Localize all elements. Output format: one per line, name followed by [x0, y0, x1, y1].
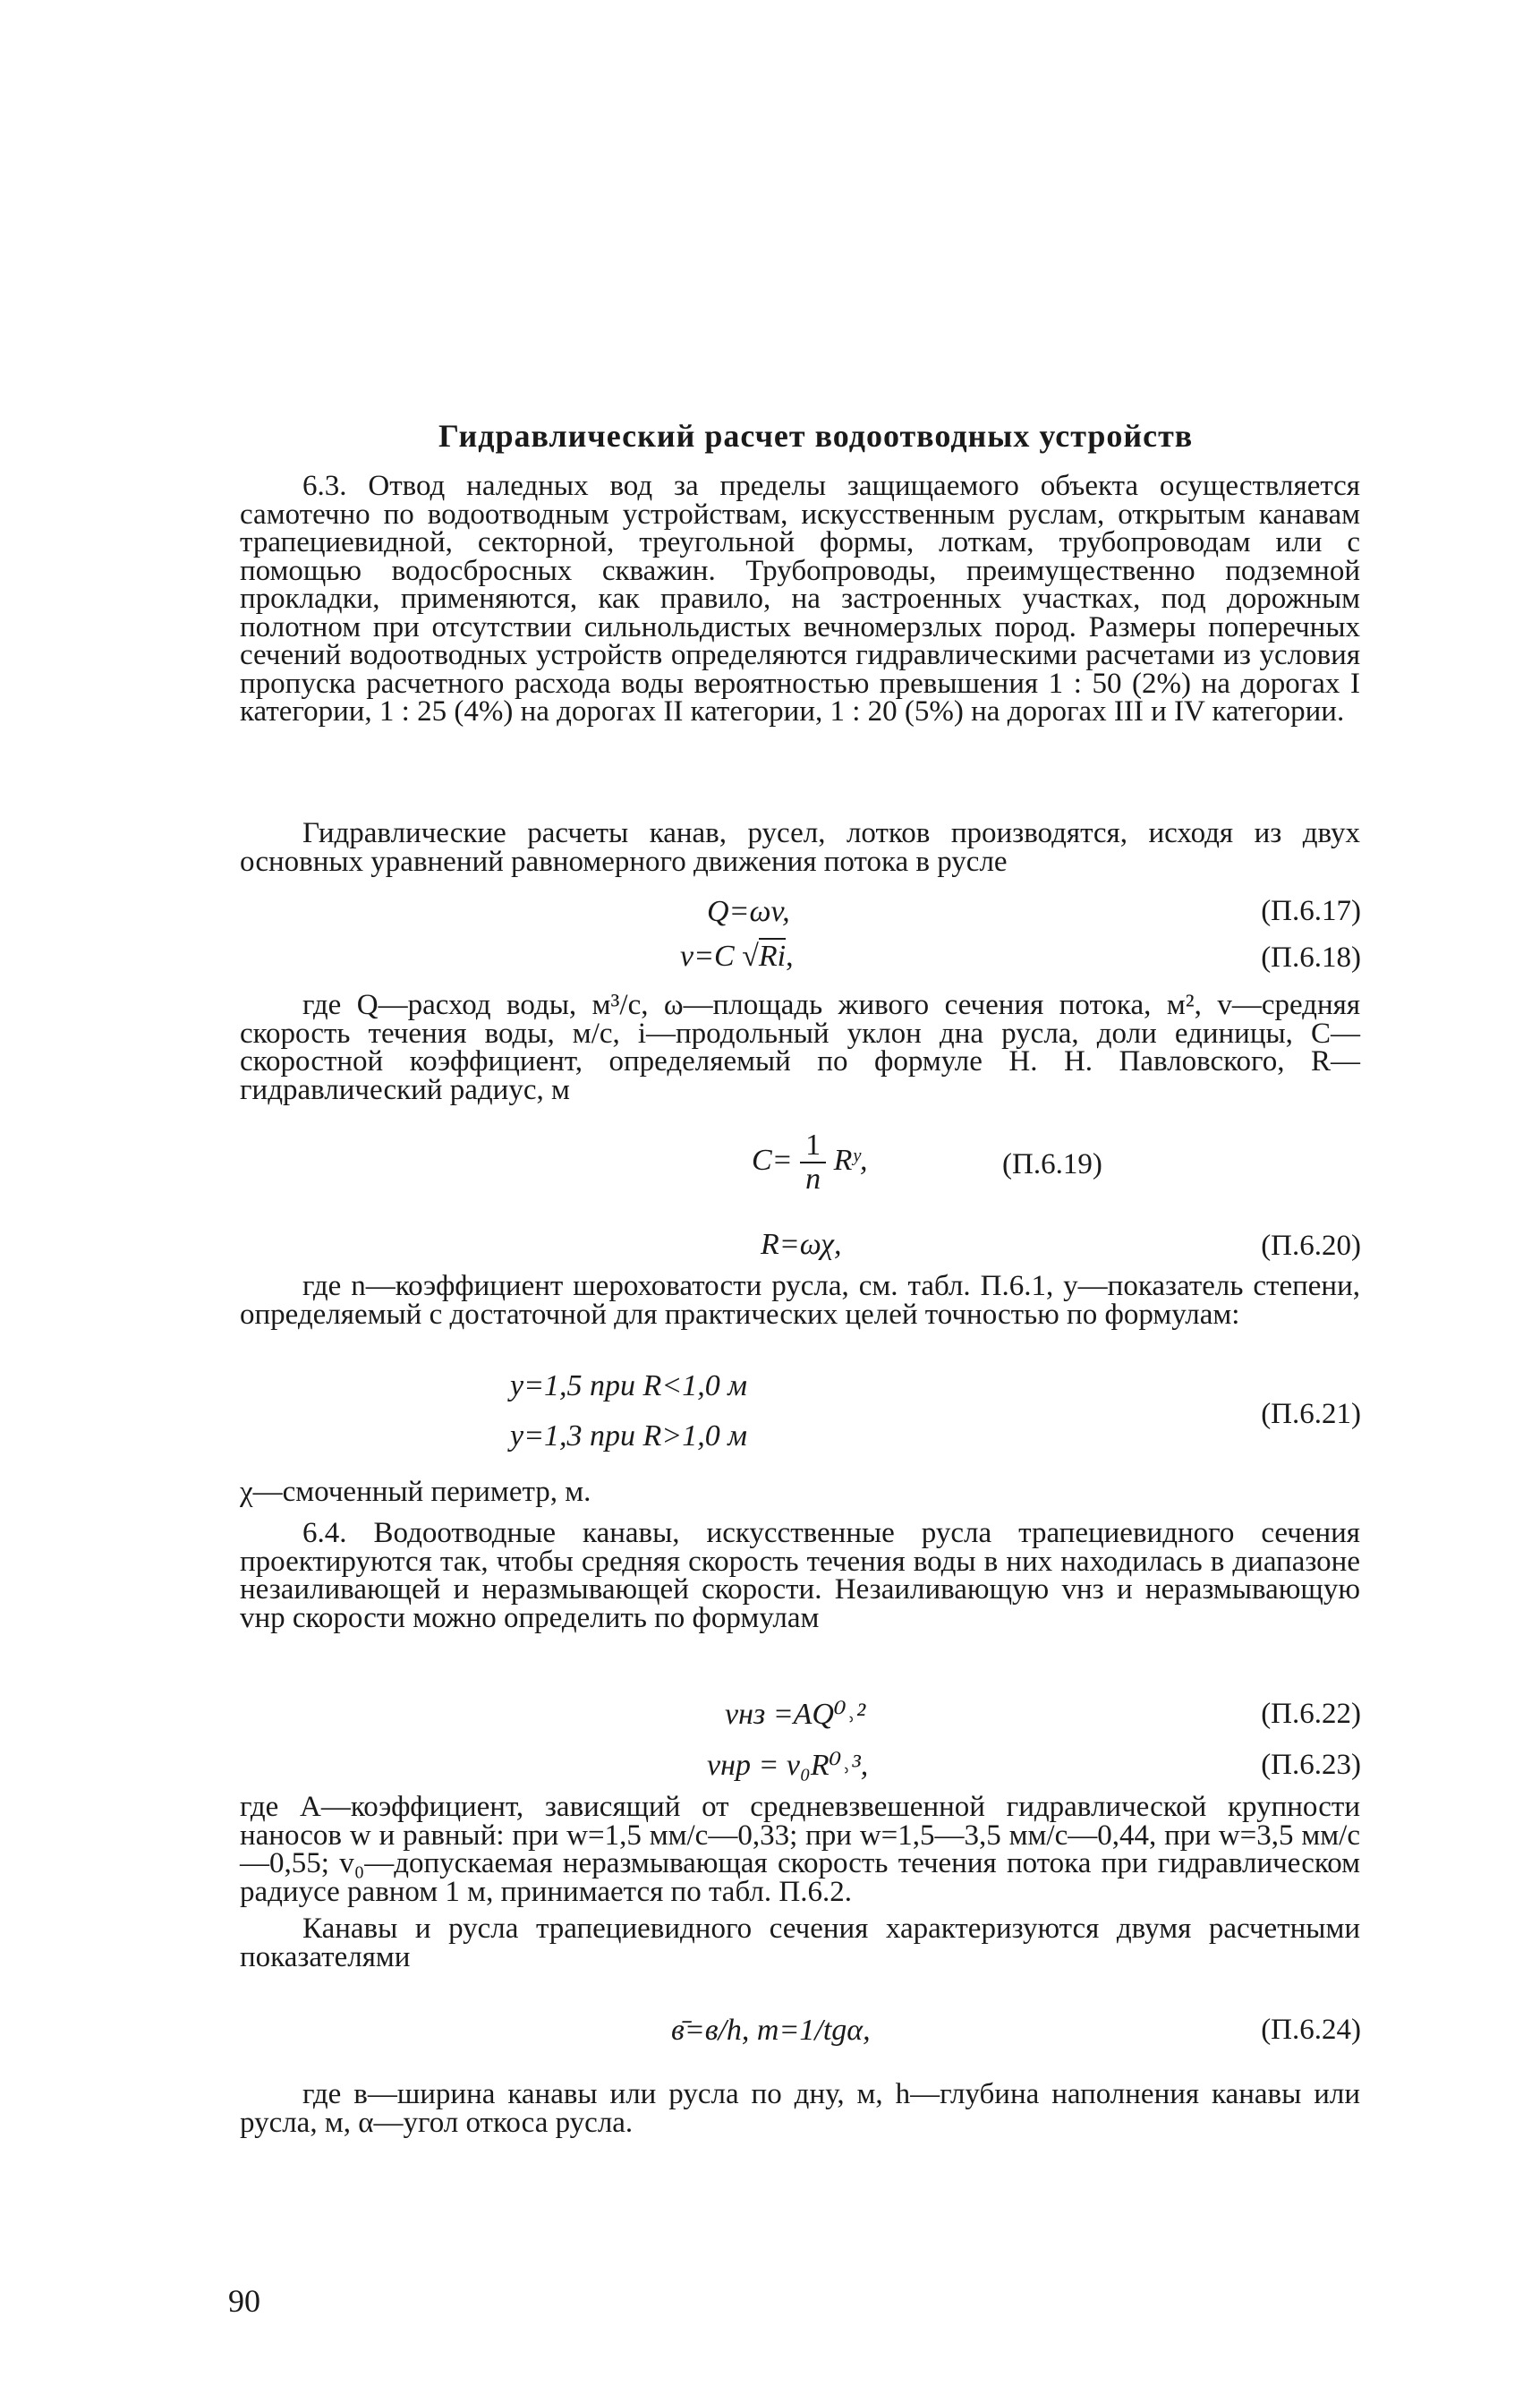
fraction-numerator: 1: [800, 1129, 826, 1163]
equation-number: (П.6.18): [1261, 941, 1361, 974]
paragraph-text: Гидравлические расчеты канав, русел, лотков производятся, исходя из двух основных уравнений равномерного движения потока в русле: [240, 817, 1360, 878]
paragraph-text: где Q—расход воды, м³/с, ω—площадь живого сечения потока, м², v—средняя скорость течения воды, м/с, i—продольный уклон дна русла, доли единицы, C—скоростной коэффициент, определяемый по формуле Н. Н. Павловского, R—гидравлический радиус, м: [240, 989, 1360, 1106]
equation-radicand: Ri: [758, 940, 787, 973]
paragraph-definitions: [240, 989, 1360, 1106]
paragraph-hydraulic-calcs: [240, 817, 1360, 878]
paragraph-perimeter: [240, 1478, 1360, 1507]
paragraph-text: χ—смоченный периметр, м.: [240, 1476, 591, 1508]
equation-number: (П.6.23): [1261, 1749, 1361, 1781]
equation-p6-24: в̄=в/h, m=1/tgα,: [671, 2014, 871, 2047]
fraction: [800, 1129, 826, 1196]
paragraph-text: 6.3. Отвод наледных вод за пределы защищаемого объекта осуществляется самотечно по водоотводным устройствам, искусственным руслам, открытым канавам трапециевидной, секторной, треугольной формы, лоткам, трубопроводам или с помощью водосбросных скважин. Трубопроводы, преимущественно подземной прокладки, применяются, как правило, на застроенных участках, под дорожным полотном при отсутствии сильнольдистых вечномерзлых пород. Размеры поперечных сечений водоотводных устройств определяются гидравлическими расчетами из условия пропуска расчетного расхода воды вероятностью превышения 1 : 50 (2%) на дорогах I категории, 1 : 25 (4%) на дорогах II категории, 1 : 20 (5%) на дорогах III и IV категории.: [240, 470, 1360, 728]
equation-p6-22: vнз =AQ⁰˒²: [725, 1698, 866, 1731]
equation-p6-19: [752, 1129, 868, 1196]
fraction-denominator: n: [805, 1163, 821, 1196]
equation-left: C=: [752, 1143, 793, 1177]
equation-p6-20: R=ωχ,: [761, 1228, 842, 1261]
paragraph-text: Канавы и русла трапециевидного сечения характеризуются двумя расчетными показателями: [240, 1913, 1360, 1973]
equation-right: Rʸ,: [833, 1143, 868, 1177]
equation-number: (П.6.21): [1261, 1398, 1361, 1430]
equation-p6-21-line2: y=1,3 при R>1,0 м: [510, 1419, 747, 1453]
equation-number: (П.6.20): [1261, 1230, 1361, 1262]
equation-p6-21-line1: y=1,5 при R<1,0 м: [510, 1369, 747, 1402]
paragraph-roughness: [240, 1270, 1360, 1331]
equation-p6-17: Q=ωv,: [707, 895, 790, 928]
paragraph-text: где в—ширина канавы или русла по дну, м, h—глубина наполнения канавы или русла, м, α—угол откоса русла.: [240, 2078, 1360, 2139]
paragraph-text: где A—коэффициент, зависящий от средневзвешенной гидравлической крупности наносов w и равный: при w=1,5 мм/с—0,33; при w=1,5—3,5 мм/с—0,44, при w=3,5 мм/с—0,55; v₀—допускаемая неразмывающая скорость течения потока при гидравлическом радиусе равном 1 м, принимается по табл. П.6.2.: [240, 1791, 1360, 1908]
equation-number: (П.6.19): [1002, 1148, 1102, 1180]
paragraph-text: где n—коэффициент шероховатости русла, см. табл. П.6.1, y—показатель степени, определяемый с достаточной для практических целей точностью по формулам:: [240, 1270, 1360, 1331]
equation-left: v=C: [680, 940, 735, 973]
equation-number: (П.6.17): [1261, 895, 1361, 927]
paragraph-width-depth: [240, 2078, 1360, 2139]
paragraph-coefficient-a: [240, 1793, 1360, 1906]
equation-number: (П.6.24): [1261, 2014, 1361, 2046]
equation-p6-18: v=C √Ri,: [680, 940, 794, 973]
page-number: 90: [228, 2283, 260, 2319]
paragraph-text: 6.4. Водоотводные канавы, искусственные русла трапециевидного сечения проектируются так, чтобы средняя скорость течения воды в них находилась в диапазоне незаиливающей и неразмывающей скорости. Незаиливающую vнз и неразмывающую vнр скорости можно определить по формулам: [240, 1517, 1360, 1634]
paragraph-6-3: [240, 470, 1360, 728]
equation-p6-23: vнр = v₀R⁰˒³,: [707, 1749, 869, 1782]
equation-number: (П.6.22): [1261, 1698, 1361, 1730]
paragraph-trapezoid: [240, 1915, 1360, 1972]
paragraph-6-4: [240, 1517, 1360, 1634]
sqrt-icon: √: [742, 940, 759, 973]
section-heading: Гидравлический расчет водоотводных устройств: [438, 418, 1194, 454]
